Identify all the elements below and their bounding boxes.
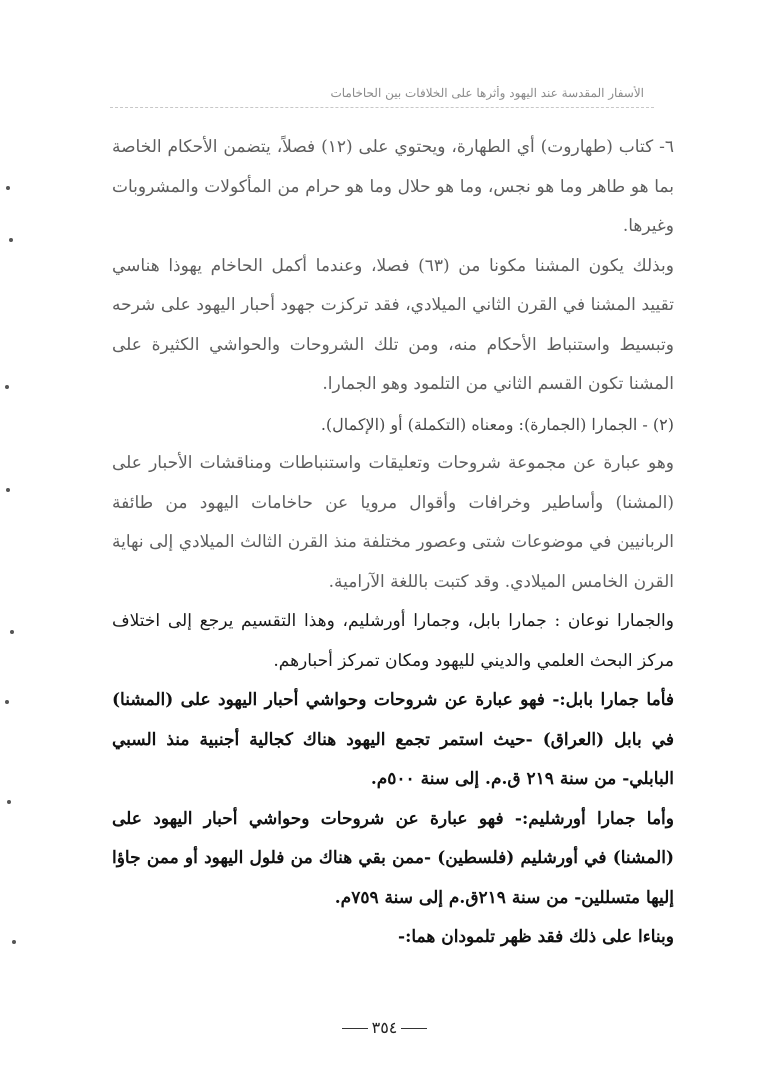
page-number-rule-right (401, 1028, 427, 1029)
margin-mark (5, 700, 9, 704)
margin-mark (6, 488, 10, 492)
paragraph-tahorot: ٦- كتاب (طهاروت) أي الطهارة، ويحتوي على (١٢) فصلاً، يتضمن الأحكام الخاصة بما هو طاهر وما هو نجس، وما هو حلال وما هو حرام من المأكولات والمشروبات وغيرها. (112, 137, 674, 236)
header-rule (110, 107, 654, 108)
margin-mark (9, 238, 13, 242)
margin-mark (12, 940, 16, 944)
body-text (112, 128, 674, 958)
margin-mark (7, 800, 11, 804)
paragraph-gemara-definition: وهو عبارة عن مجموعة شروحات وتعليقات واستنباطات ومناقشات الأحبار على (المشنا) وأساطير وخرافات وأقوال مرويا عن حاخامات اليهود من طائفة الربانيين في موضوعات شتى وعصور مختلفة منذ القرن الثالث الميلادي إلى نهاية القرن الخامس الميلادي. وقد كتبت باللغة الآرامية. (112, 453, 674, 592)
margin-mark (10, 630, 14, 634)
paragraph-gemara-types: والجمارا نوعان : جمارا بابل، وجمارا أورشليم، وهذا التقسيم يرجع إلى اختلاف مركز البحث العلمي والديني لليهود ومكان تمركز أحبارهم. (112, 611, 674, 671)
page-number-text: ٣٥٤ (371, 1018, 398, 1037)
running-header: الأسفار المقدسة عند اليهود وأثرها على الخلافات بين الحاخامات (330, 86, 644, 100)
page-number (0, 1018, 769, 1037)
paragraph-mishnah-summary: وبذلك يكون المشنا مكونا من (٦٣) فصلا، وعندما أكمل الحاخام يهوذا هناسي تقييد المشنا في القرن الثاني الميلادي، فقد تركزت جهود أحبار اليهود على شرحه وتبسيط واستنباط الأحكام منه، ومن تلك الشروحات والحواشي الكثيرة على المشنا تكون القسم الثاني من التلمود وهو الجمارا. (112, 255, 674, 394)
margin-mark (6, 186, 10, 190)
paragraph-jerusalem-gemara: وأما جمارا أورشليم:- فهو عبارة عن شروحات وحواشي أحبار اليهود على (المشنا) في أورشليم (فلسطين) -ممن بقي هناك من فلول اليهود أو ممن جاؤا إليها متسللين- من سنة ٢١٩ق.م إلى سنة ٧٥٩م. (112, 808, 674, 908)
page-number-rule-left (342, 1028, 368, 1029)
paragraph-two-talmuds: وبناءا على ذلك فقد ظهر تلمودان هما:- (398, 927, 674, 947)
paragraph-babylonian-gemara: فأما جمارا بابل:- فهو عبارة عن شروحات وحواشي أحبار اليهود على (المشنا) في بابل (العراق) -حيث استمر تجمع اليهود هناك كجالية أجنبية منذ السبي البابلي- من سنة ٢١٩ ق.م. إلى سنة ٥٠٠م. (112, 690, 674, 789)
section-heading-gemara: (٢) - الجمارا (الجمارة): ومعناه (التكملة) أو (الإكمال). (320, 414, 674, 434)
margin-mark (5, 385, 9, 389)
